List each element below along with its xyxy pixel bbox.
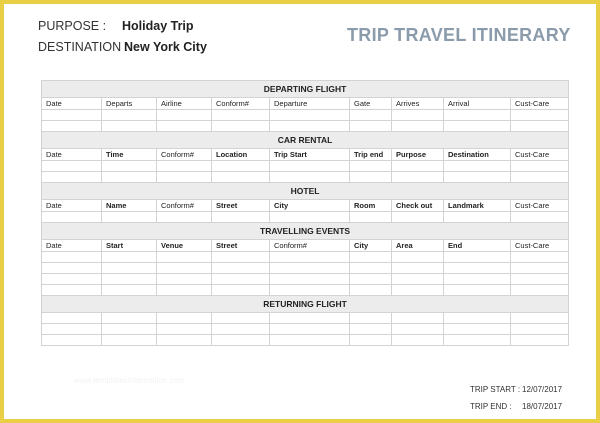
table-cell[interactable]	[511, 335, 569, 346]
section-title: RETURNING FLIGHT	[42, 296, 569, 313]
purpose-label: PURPOSE :	[38, 19, 107, 33]
trip-start-value: 12/07/2017	[522, 385, 563, 394]
table-cell[interactable]	[350, 274, 392, 285]
table-cell[interactable]	[270, 110, 350, 121]
table-cell[interactable]	[350, 252, 392, 263]
table-cell[interactable]	[42, 313, 102, 324]
column-header: Trip Start	[270, 149, 350, 161]
column-header: Destination	[444, 149, 511, 161]
table-cell[interactable]	[212, 212, 270, 223]
table-cell[interactable]	[157, 335, 212, 346]
table-cell[interactable]	[157, 110, 212, 121]
table-cell[interactable]	[42, 263, 102, 274]
column-header: Departure	[270, 98, 350, 110]
table-cell[interactable]	[270, 274, 350, 285]
table-cell[interactable]	[157, 313, 212, 324]
table-cell[interactable]	[392, 212, 444, 223]
table-cell[interactable]	[444, 274, 511, 285]
table-cell[interactable]	[42, 172, 102, 183]
table-cell[interactable]	[444, 161, 511, 172]
table-cell[interactable]	[392, 274, 444, 285]
table-cell[interactable]	[212, 335, 270, 346]
itinerary-table	[41, 80, 569, 346]
table-cell[interactable]	[102, 285, 157, 296]
column-header: City	[350, 240, 392, 252]
column-header: City	[270, 200, 350, 212]
empty-row	[42, 335, 569, 346]
column-header: Date	[42, 240, 102, 252]
section-departing-flight	[42, 81, 569, 98]
table-cell[interactable]	[511, 274, 569, 285]
column-header: End	[444, 240, 511, 252]
table-cell[interactable]	[444, 121, 511, 132]
table-cell[interactable]	[270, 324, 350, 335]
table-cell[interactable]	[157, 161, 212, 172]
header-row	[42, 98, 569, 110]
table-cell[interactable]	[212, 172, 270, 183]
column-header: Conform#	[270, 240, 350, 252]
table-cell[interactable]	[42, 212, 102, 223]
table-cell[interactable]	[350, 313, 392, 324]
section-travelling-events	[42, 223, 569, 240]
header-row	[42, 200, 569, 212]
column-header: Departs	[102, 98, 157, 110]
table-cell[interactable]	[157, 172, 212, 183]
table-cell[interactable]	[42, 285, 102, 296]
table-cell[interactable]	[350, 324, 392, 335]
column-header: Cust-Care	[511, 98, 569, 110]
empty-row	[42, 313, 569, 324]
table-cell[interactable]	[157, 274, 212, 285]
table-cell[interactable]	[444, 285, 511, 296]
table-cell[interactable]	[270, 161, 350, 172]
table-cell[interactable]	[392, 252, 444, 263]
table-cell[interactable]	[42, 110, 102, 121]
empty-row	[42, 324, 569, 335]
table-cell[interactable]	[350, 172, 392, 183]
table-cell[interactable]	[212, 161, 270, 172]
column-header: Cust-Care	[511, 149, 569, 161]
section-title: DEPARTING FLIGHT	[42, 81, 569, 98]
table-cell[interactable]	[212, 285, 270, 296]
table-cell[interactable]	[350, 121, 392, 132]
empty-row	[42, 274, 569, 285]
column-header: Time	[102, 149, 157, 161]
table-cell[interactable]	[102, 252, 157, 263]
table-cell[interactable]	[444, 324, 511, 335]
destination-label: DESTINATION :	[38, 40, 129, 54]
table-cell[interactable]	[42, 335, 102, 346]
table-cell[interactable]	[350, 161, 392, 172]
table-cell[interactable]	[511, 110, 569, 121]
table-cell[interactable]	[350, 263, 392, 274]
table-cell[interactable]	[270, 313, 350, 324]
table-cell[interactable]	[42, 324, 102, 335]
empty-row	[42, 161, 569, 172]
table-cell[interactable]	[350, 335, 392, 346]
table-cell[interactable]	[212, 313, 270, 324]
table-cell[interactable]	[157, 324, 212, 335]
table-cell[interactable]	[392, 285, 444, 296]
table-cell[interactable]	[102, 161, 157, 172]
table-cell[interactable]	[102, 263, 157, 274]
column-header: Start	[102, 240, 157, 252]
column-header: Arrival	[444, 98, 511, 110]
column-header: Venue	[157, 240, 212, 252]
table-cell[interactable]	[157, 121, 212, 132]
table-cell[interactable]	[444, 212, 511, 223]
table-cell[interactable]	[350, 212, 392, 223]
table-cell[interactable]	[511, 263, 569, 274]
table-cell[interactable]	[102, 172, 157, 183]
empty-row	[42, 172, 569, 183]
table-cell[interactable]	[42, 274, 102, 285]
table-cell[interactable]	[42, 252, 102, 263]
section-hotel	[42, 183, 569, 200]
table-cell[interactable]	[212, 252, 270, 263]
table-cell[interactable]	[350, 285, 392, 296]
table-cell[interactable]	[102, 121, 157, 132]
table-cell[interactable]	[212, 274, 270, 285]
table-cell[interactable]	[212, 263, 270, 274]
table-cell[interactable]	[270, 172, 350, 183]
table-cell[interactable]	[102, 212, 157, 223]
table-cell[interactable]	[212, 324, 270, 335]
table-cell[interactable]	[270, 121, 350, 132]
table-cell[interactable]	[157, 252, 212, 263]
table-cell[interactable]	[392, 313, 444, 324]
trip-end-value: 18/07/2017	[522, 402, 563, 411]
column-header: Conform#	[157, 200, 212, 212]
table-cell[interactable]	[102, 313, 157, 324]
empty-row	[42, 263, 569, 274]
table-cell[interactable]	[270, 212, 350, 223]
column-header: Landmark	[444, 200, 511, 212]
table-cell[interactable]	[511, 161, 569, 172]
table-cell[interactable]	[511, 121, 569, 132]
column-header: Cust-Care	[511, 240, 569, 252]
empty-row	[42, 121, 569, 132]
table-cell[interactable]	[444, 335, 511, 346]
table-cell[interactable]	[444, 263, 511, 274]
empty-row	[42, 212, 569, 223]
column-header: Street	[212, 240, 270, 252]
trip-start-label: TRIP START :	[470, 385, 521, 394]
table-cell[interactable]	[212, 110, 270, 121]
table-cell[interactable]	[511, 212, 569, 223]
table-cell[interactable]	[511, 252, 569, 263]
table-cell[interactable]	[392, 263, 444, 274]
header-row	[42, 149, 569, 161]
table-cell[interactable]	[350, 110, 392, 121]
table-cell[interactable]	[157, 285, 212, 296]
table-cell[interactable]	[102, 110, 157, 121]
destination-value: New York City	[124, 40, 207, 54]
watermark: www.templatesinformation.com	[74, 376, 185, 385]
empty-row	[42, 285, 569, 296]
column-header: Airline	[157, 98, 212, 110]
table-cell[interactable]	[212, 121, 270, 132]
column-header: Gate	[350, 98, 392, 110]
section-title: HOTEL	[42, 183, 569, 200]
table-cell[interactable]	[42, 121, 102, 132]
section-title: TRAVELLING EVENTS	[42, 223, 569, 240]
column-header: Date	[42, 149, 102, 161]
table-cell[interactable]	[270, 252, 350, 263]
empty-row	[42, 110, 569, 121]
column-header: Area	[392, 240, 444, 252]
column-header: Conform#	[157, 149, 212, 161]
header-row	[42, 240, 569, 252]
table-cell[interactable]	[511, 324, 569, 335]
table-cell[interactable]	[511, 172, 569, 183]
column-header: Date	[42, 200, 102, 212]
section-car-rental	[42, 132, 569, 149]
purpose-value: Holiday Trip	[122, 19, 194, 33]
table-cell[interactable]	[392, 161, 444, 172]
column-header: Cust-Care	[511, 200, 569, 212]
column-header: Street	[212, 200, 270, 212]
table-cell[interactable]	[42, 161, 102, 172]
table-cell[interactable]	[392, 110, 444, 121]
section-title: CAR RENTAL	[42, 132, 569, 149]
table-cell[interactable]	[270, 335, 350, 346]
document-title: TRIP TRAVEL ITINERARY	[347, 25, 571, 45]
table-cell[interactable]	[444, 172, 511, 183]
table-cell[interactable]	[392, 172, 444, 183]
table-cell[interactable]	[102, 274, 157, 285]
column-header: Purpose	[392, 149, 444, 161]
table-cell[interactable]	[157, 212, 212, 223]
empty-row	[42, 252, 569, 263]
section-returning-flight	[42, 296, 569, 313]
table-cell[interactable]	[444, 110, 511, 121]
column-header: Trip end	[350, 149, 392, 161]
table-cell[interactable]	[392, 121, 444, 132]
table-cell[interactable]	[270, 263, 350, 274]
column-header: Name	[102, 200, 157, 212]
column-header: Room	[350, 200, 392, 212]
column-header: Location	[212, 149, 270, 161]
table-cell[interactable]	[102, 335, 157, 346]
table-cell[interactable]	[511, 313, 569, 324]
table-cell[interactable]	[102, 324, 157, 335]
column-header: Date	[42, 98, 102, 110]
table-cell[interactable]	[157, 263, 212, 274]
column-header: Arrives	[392, 98, 444, 110]
table-cell[interactable]	[511, 285, 569, 296]
column-header: Conform#	[212, 98, 270, 110]
table-cell[interactable]	[392, 324, 444, 335]
column-header: Check out	[392, 200, 444, 212]
trip-end-label: TRIP END :	[470, 402, 512, 411]
table-cell[interactable]	[444, 252, 511, 263]
table-cell[interactable]	[392, 335, 444, 346]
table-cell[interactable]	[444, 313, 511, 324]
table-cell[interactable]	[270, 285, 350, 296]
